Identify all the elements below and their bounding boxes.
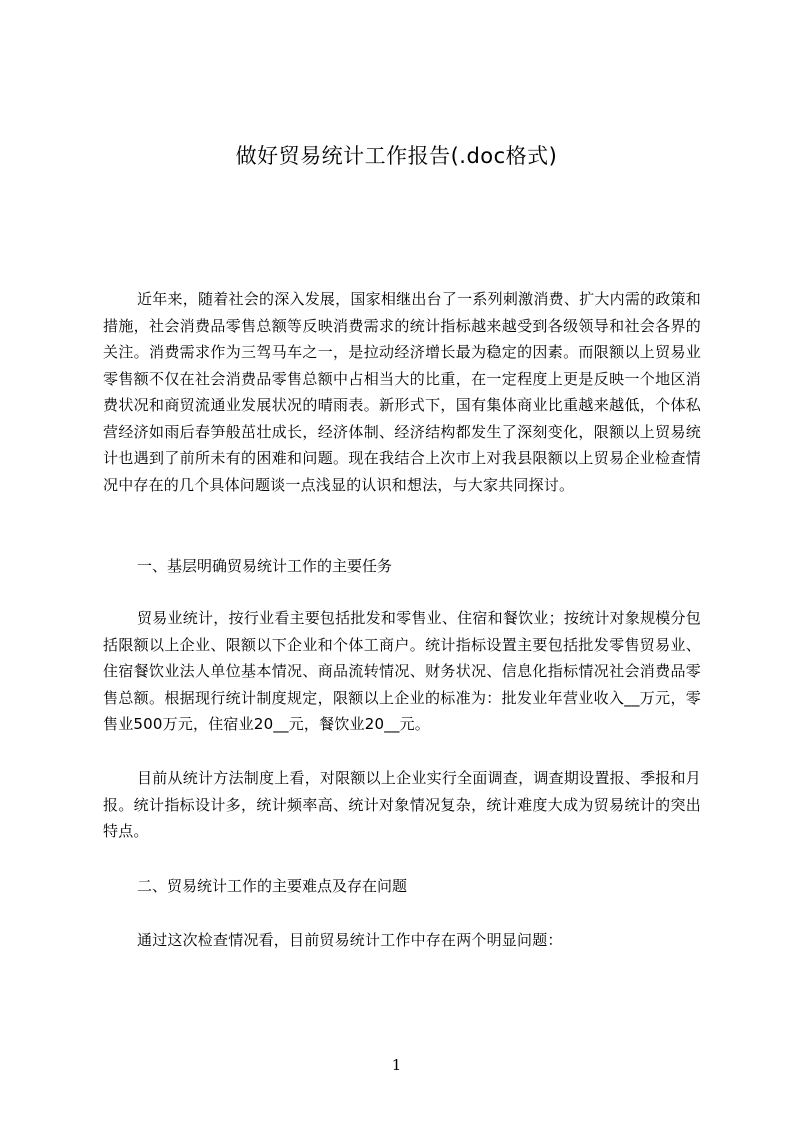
section1-paragraph-2: 目前从统计方法制度上看，对限额以上企业实行全面调查，调查期设置报、季报和月报。统计指标设计多，统计频率高、统计对象情况复杂，统计难度大成为贸易统计的突出特点。 (103, 769, 701, 840)
section-heading-1: 一、基层明确贸易统计工作的主要任务 (137, 557, 393, 575)
intro-paragraph: 近年来，随着社会的深入发展，国家相继出台了一系列刺激消费、扩大内需的政策和措施，社会消费品零售总额等反映消费需求的统计指标越来越受到各级领导和社会各界的关注。消费需求作为三驾马车之一，是拉动经济增长最为稳定的因素。而限额以上贸易业零售额不仅在社会消费品零售总额中占相当大的比重，在一定程度上更是反映一个地区消费状况和商贸流通业发展状况的晴雨表。新形式下，国有集体商业比重越来越低，个体私营经济如雨后春笋般茁壮成长，经济体制、经济结构都发生了深刻变化，限额以上贸易统计也遇到了前所未有的困难和问题。现在我结合上次市上对我县限额以上贸易企业检查情况中存在的几个具体问题谈一点浅显的认识和想法，与大家共同探讨。 (103, 290, 701, 494)
section2-paragraph-1: 通过这次检查情况看，目前贸易统计工作中存在两个明显问题： (137, 931, 563, 949)
document-title: 做好贸易统计工作报告(.doc格式) (235, 144, 558, 168)
page-number: 1 (391, 1056, 402, 1074)
section-heading-2: 二、贸易统计工作的主要难点及存在问题 (137, 877, 408, 895)
section1-paragraph-1: 贸易业统计，按行业看主要包括批发和零售业、住宿和餐饮业；按统计对象规模分包括限额以上企业、限额以下企业和个体工商户。统计指标设置主要包括批发零售贸易业、住宿餐饮业法人单位基本情况、商品流转情况、财务状况、信息化指标情况社会消费品零售总额。根据现行统计制度规定，限额以上企业的标准为：批发业年营业收入__万元，零售业500万元，住宿业20__元，餐饮业20__元。 (103, 609, 701, 733)
